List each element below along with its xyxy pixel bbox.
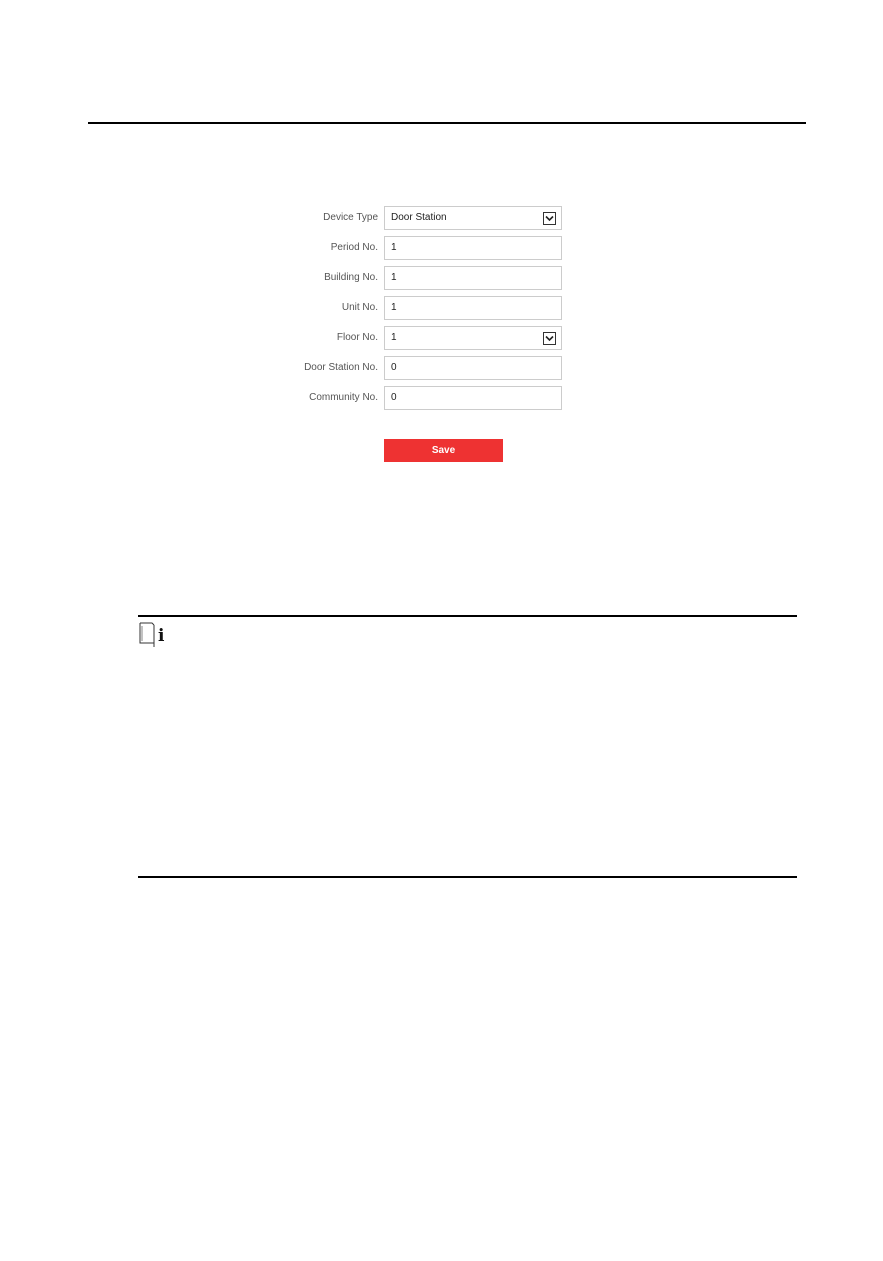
page-header-rule (88, 122, 806, 124)
period-no-row (300, 236, 562, 260)
door-station-no-input[interactable] (384, 356, 562, 380)
period-no-input[interactable] (384, 236, 562, 260)
note-top-rule (138, 615, 797, 617)
door-station-no-row (300, 356, 562, 380)
chevron-down-icon[interactable] (543, 212, 556, 225)
building-no-label: Building No. (324, 272, 378, 283)
device-type-value: Door Station (391, 212, 447, 223)
unit-no-label: Unit No. (341, 302, 378, 313)
floor-no-select[interactable] (384, 326, 562, 350)
note-book-info-icon (138, 620, 174, 648)
building-no-input[interactable] (384, 266, 562, 290)
floor-no-row (300, 326, 562, 350)
period-no-label: Period No. (330, 242, 378, 253)
building-no-row (300, 266, 562, 290)
floor-no-label: Floor No. (336, 332, 378, 343)
community-no-label: Community No. (309, 392, 378, 403)
door-station-no-label: Door Station No. (304, 362, 378, 373)
community-no-value: 0 (391, 392, 397, 403)
save-button[interactable]: Save (384, 439, 503, 462)
community-no-row (300, 386, 562, 410)
svg-text:i: i (158, 626, 165, 646)
building-no-value: 1 (391, 272, 397, 283)
unit-no-input[interactable] (384, 296, 562, 320)
unit-no-row (300, 296, 562, 320)
device-type-select[interactable] (384, 206, 562, 230)
door-station-no-value: 0 (391, 362, 397, 373)
device-type-label: Device Type (323, 212, 378, 223)
community-no-input[interactable] (384, 386, 562, 410)
note-bottom-rule (138, 876, 797, 878)
device-type-row (300, 206, 562, 230)
period-no-value: 1 (391, 242, 397, 253)
unit-no-value: 1 (391, 302, 397, 313)
chevron-down-icon[interactable] (543, 332, 556, 345)
floor-no-value: 1 (391, 332, 397, 343)
